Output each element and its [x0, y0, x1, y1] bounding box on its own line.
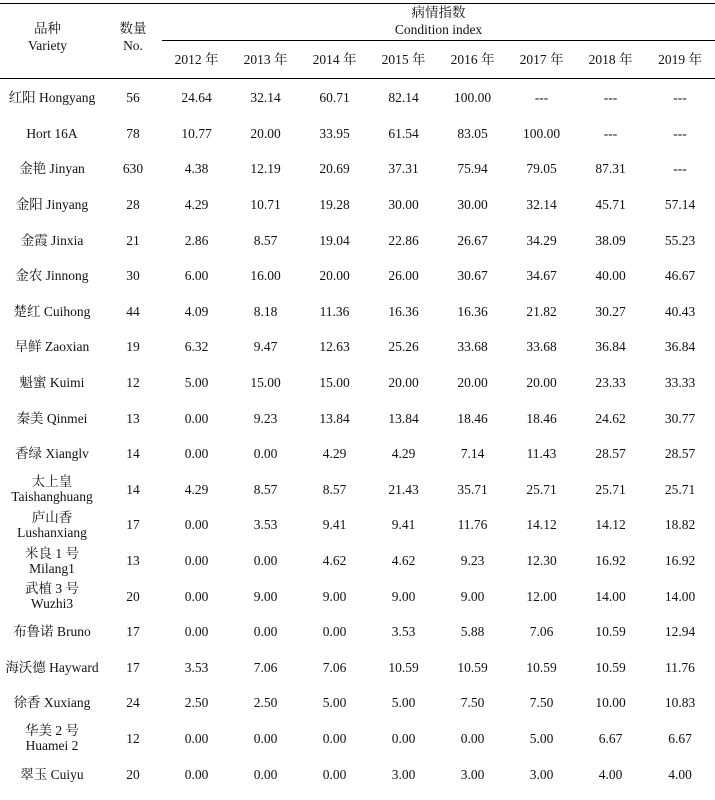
index-value-cell: 30.77: [664, 410, 696, 426]
variety-cell: [0, 507, 104, 543]
index-value-cell: 6.67: [598, 730, 623, 746]
index-value-cell: 26.00: [388, 268, 419, 284]
index-value-cell: 12.30: [526, 553, 557, 569]
table-row: [0, 187, 715, 223]
count-cell: 17: [126, 624, 140, 640]
header-bottom-rule: [0, 78, 715, 79]
variety-name-en: Wuzhi3: [30, 596, 74, 612]
table-row: [0, 329, 715, 365]
header-index-en: Condition index: [394, 22, 483, 37]
header-index-cn: 病情指数: [411, 5, 466, 20]
count-cell: 17: [126, 517, 140, 533]
index-value-cell: 0.00: [322, 766, 347, 782]
index-value-cell: 19.04: [319, 232, 350, 248]
index-value-cell: 34.67: [526, 268, 557, 284]
index-value-cell: 8.57: [322, 481, 347, 497]
count-cell: 28: [126, 197, 140, 213]
index-value-cell: 9.00: [253, 588, 278, 604]
header-year-2019: 2019 年: [658, 52, 702, 67]
index-value-cell: 18.46: [526, 410, 557, 426]
variety-cell: 金霞 Jinxia: [20, 232, 84, 248]
index-value-cell: 82.14: [388, 90, 419, 106]
index-value-cell: 30.27: [595, 303, 626, 319]
index-value-cell: 4.38: [184, 161, 209, 177]
header-variety: [0, 20, 95, 54]
index-value-cell: 35.71: [457, 481, 488, 497]
index-value-cell: 2.50: [253, 695, 278, 711]
index-value-cell: 5.88: [460, 624, 485, 640]
variety-cell: [0, 721, 104, 757]
index-value-cell: 34.29: [526, 232, 557, 248]
index-value-cell: 0.00: [253, 553, 278, 569]
header-variety-cn: 品种: [34, 21, 61, 36]
variety-cell: [0, 543, 104, 579]
header-condition-index: [162, 4, 715, 38]
count-cell: 13: [126, 410, 140, 426]
index-value-cell: 38.09: [595, 232, 626, 248]
index-value-cell: ---: [603, 90, 618, 106]
table-row: [0, 756, 715, 792]
table-row: [0, 151, 715, 187]
index-value-cell: 0.00: [184, 730, 209, 746]
count-cell: 17: [126, 659, 140, 675]
index-value-cell: 16.36: [457, 303, 488, 319]
index-value-cell: 6.67: [668, 730, 692, 746]
index-value-cell: 12.19: [250, 161, 281, 177]
index-value-cell: 33.33: [664, 375, 696, 391]
index-value-cell: 4.29: [391, 446, 416, 462]
variety-name-cn: 米良 1 号: [25, 545, 79, 561]
count-cell: 19: [126, 339, 140, 355]
index-value-cell: 10.59: [526, 659, 557, 675]
count-cell: 78: [126, 125, 140, 141]
count-cell: 24: [126, 695, 140, 711]
index-value-cell: 19.28: [319, 197, 350, 213]
table-row: [0, 578, 715, 614]
index-value-cell: 21.82: [526, 303, 557, 319]
index-value-cell: 18.82: [664, 517, 696, 533]
index-value-cell: 8.57: [253, 481, 278, 497]
index-value-cell: 9.23: [460, 553, 485, 569]
index-value-cell: 3.53: [391, 624, 416, 640]
index-value-cell: 9.47: [253, 339, 278, 355]
index-value-cell: 25.71: [595, 481, 626, 497]
header-variety-en: Variety: [28, 38, 67, 53]
index-value-cell: 15.00: [250, 375, 281, 391]
index-value-cell: 32.14: [250, 90, 281, 106]
index-value-cell: 23.33: [595, 375, 626, 391]
table-body: [0, 80, 715, 792]
index-value-cell: 0.00: [322, 624, 347, 640]
variety-name-en: Milang1: [29, 560, 75, 576]
index-value-cell: 7.06: [253, 659, 278, 675]
index-value-cell: 4.29: [184, 197, 209, 213]
table-row: [0, 365, 715, 401]
data-table: [0, 80, 715, 792]
table-row: [0, 80, 715, 116]
index-value-cell: 10.83: [664, 695, 696, 711]
index-value-cell: 28.57: [664, 446, 696, 462]
header-subrule: [162, 40, 715, 41]
table-row: [0, 258, 715, 294]
index-value-cell: 0.00: [253, 730, 278, 746]
index-value-cell: 7.06: [529, 624, 554, 640]
index-value-cell: ---: [673, 125, 687, 141]
variety-cell: 徐香 Xuxiang: [13, 695, 91, 711]
count-cell: 14: [126, 481, 140, 497]
index-value-cell: 0.00: [460, 730, 485, 746]
index-value-cell: 30.00: [388, 197, 419, 213]
index-value-cell: 5.00: [529, 730, 554, 746]
index-value-cell: 79.05: [526, 161, 557, 177]
index-value-cell: 0.00: [391, 730, 416, 746]
header-year-2015: 2015 年: [381, 52, 426, 67]
variety-name-cn: 庐山香: [31, 509, 73, 525]
table-row: [0, 685, 715, 721]
index-value-cell: 14.00: [595, 588, 626, 604]
index-value-cell: 10.59: [388, 659, 419, 675]
index-value-cell: 60.71: [319, 90, 350, 106]
index-value-cell: 12.94: [664, 624, 696, 640]
variety-name-cn: 武植 3 号: [25, 581, 79, 597]
index-value-cell: 0.00: [253, 624, 278, 640]
table-row: [0, 436, 715, 472]
index-value-cell: 8.18: [253, 303, 278, 319]
count-cell: 14: [126, 446, 140, 462]
index-value-cell: 5.00: [391, 695, 416, 711]
index-value-cell: 3.00: [391, 766, 416, 782]
index-value-cell: 20.00: [388, 375, 419, 391]
table-row: [0, 507, 715, 543]
index-value-cell: 33.95: [319, 125, 350, 141]
index-value-cell: 24.62: [595, 410, 626, 426]
index-value-cell: 10.59: [595, 624, 626, 640]
index-value-cell: 7.50: [529, 695, 554, 711]
index-value-cell: 11.36: [319, 303, 350, 319]
index-value-cell: 2.50: [184, 695, 209, 711]
variety-cell: [0, 578, 104, 614]
table-row: [0, 222, 715, 258]
index-value-cell: 4.62: [322, 553, 347, 569]
count-cell: 20: [126, 588, 140, 604]
table-row: [0, 472, 715, 508]
index-value-cell: 14.12: [595, 517, 626, 533]
index-value-cell: 9.00: [391, 588, 416, 604]
index-value-cell: 3.00: [460, 766, 485, 782]
count-cell: 30: [126, 268, 140, 284]
index-value-cell: 33.68: [457, 339, 488, 355]
index-value-cell: ---: [673, 161, 687, 177]
count-cell: 56: [126, 90, 140, 106]
index-value-cell: 9.23: [253, 410, 278, 426]
index-value-cell: 2.86: [184, 232, 209, 248]
index-value-cell: 8.57: [253, 232, 278, 248]
index-value-cell: 21.43: [388, 481, 419, 497]
index-value-cell: 0.00: [184, 410, 209, 426]
table-row: [0, 116, 715, 152]
index-value-cell: 13.84: [388, 410, 419, 426]
index-value-cell: 16.92: [595, 553, 626, 569]
variety-cell: 魁蜜 Kuimi: [19, 375, 85, 391]
index-value-cell: 11.43: [526, 446, 557, 462]
variety-cell: 楚红 Cuihong: [13, 303, 91, 319]
variety-cell: 金农 Jinnong: [15, 268, 89, 284]
index-value-cell: 13.84: [319, 410, 350, 426]
index-value-cell: 4.09: [184, 303, 209, 319]
index-value-cell: 4.29: [184, 481, 209, 497]
index-value-cell: ---: [534, 90, 549, 106]
index-value-cell: 9.41: [322, 517, 347, 533]
index-value-cell: 9.00: [460, 588, 485, 604]
index-value-cell: 6.00: [184, 268, 209, 284]
index-value-cell: 25.71: [664, 481, 696, 497]
index-value-cell: 12.63: [319, 339, 350, 355]
table-row: [0, 294, 715, 330]
index-value-cell: 0.00: [184, 446, 209, 462]
index-value-cell: 15.00: [319, 375, 350, 391]
index-value-cell: 36.84: [595, 339, 626, 355]
table-row: [0, 400, 715, 436]
index-value-cell: 37.31: [388, 161, 419, 177]
index-value-cell: ---: [673, 90, 687, 106]
variety-cell: 海沃德 Hayward: [5, 659, 99, 675]
index-value-cell: 32.14: [526, 197, 557, 213]
header-year-2016: 2016 年: [450, 52, 495, 67]
index-value-cell: 0.00: [253, 446, 278, 462]
variety-name-en: Lushanxiang: [17, 524, 87, 540]
index-value-cell: 20.00: [319, 268, 350, 284]
count-cell: 13: [126, 553, 140, 569]
index-value-cell: ---: [603, 125, 618, 141]
variety-name-en: Taishanghuang: [11, 489, 93, 505]
index-value-cell: 40.00: [595, 268, 626, 284]
index-value-cell: 6.32: [184, 339, 209, 355]
index-value-cell: 0.00: [184, 766, 209, 782]
variety-cell: 香绿 Xianglv: [15, 446, 89, 462]
index-value-cell: 5.00: [322, 695, 347, 711]
variety-cell: [0, 472, 104, 508]
index-value-cell: 40.43: [664, 303, 696, 319]
index-value-cell: 7.14: [460, 446, 485, 462]
index-value-cell: 25.71: [526, 481, 557, 497]
index-value-cell: 0.00: [184, 553, 209, 569]
index-value-cell: 12.00: [526, 588, 557, 604]
index-value-cell: 11.76: [457, 517, 488, 533]
header-count: [104, 20, 162, 54]
index-value-cell: 30.00: [457, 197, 488, 213]
index-value-cell: 75.94: [457, 161, 488, 177]
variety-cell: 金艳 Jinyan: [19, 161, 85, 177]
index-value-cell: 10.59: [457, 659, 488, 675]
count-cell: 630: [122, 161, 144, 177]
index-value-cell: 9.00: [322, 588, 347, 604]
index-value-cell: 20.69: [319, 161, 350, 177]
variety-cell: 红阳 Hongyang: [8, 90, 96, 106]
count-cell: 20: [126, 766, 140, 782]
index-value-cell: 3.00: [529, 766, 554, 782]
index-value-cell: 14.12: [526, 517, 557, 533]
variety-cell: 翠玉 Cuiyu: [20, 766, 84, 782]
index-value-cell: 46.67: [664, 268, 696, 284]
index-value-cell: 87.31: [595, 161, 626, 177]
variety-name-cn: 太上皇: [31, 474, 73, 490]
index-value-cell: 36.84: [664, 339, 696, 355]
table-row: [0, 543, 715, 579]
header-count-cn: 数量: [119, 21, 147, 36]
header-year-2012: 2012 年: [174, 52, 219, 67]
header-count-en: No.: [123, 38, 143, 53]
count-cell: 12: [126, 375, 140, 391]
index-value-cell: 9.41: [391, 517, 416, 533]
index-value-cell: 7.50: [460, 695, 485, 711]
index-value-cell: 4.00: [598, 766, 623, 782]
index-value-cell: 18.46: [457, 410, 488, 426]
index-value-cell: 14.00: [664, 588, 696, 604]
index-value-cell: 16.92: [664, 553, 696, 569]
index-value-cell: 16.36: [388, 303, 419, 319]
index-value-cell: 100.00: [453, 90, 492, 106]
index-value-cell: 10.71: [250, 197, 281, 213]
index-value-cell: 0.00: [184, 588, 209, 604]
count-cell: 12: [126, 730, 140, 746]
index-value-cell: 0.00: [322, 730, 347, 746]
index-value-cell: 22.86: [388, 232, 419, 248]
header-year-2013: 2013 年: [243, 52, 288, 67]
table-row: [0, 614, 715, 650]
index-value-cell: 26.67: [457, 232, 488, 248]
index-value-cell: 10.59: [595, 659, 626, 675]
index-value-cell: 57.14: [664, 197, 696, 213]
index-value-cell: 28.57: [595, 446, 626, 462]
index-value-cell: 55.23: [664, 232, 696, 248]
index-value-cell: 4.00: [668, 766, 692, 782]
index-value-cell: 10.00: [595, 695, 626, 711]
variety-cell: 金阳 Jinyang: [15, 197, 89, 213]
index-value-cell: 16.00: [250, 268, 281, 284]
index-value-cell: 4.29: [322, 446, 347, 462]
index-value-cell: 4.62: [391, 553, 416, 569]
header-year-2014: 2014 年: [312, 52, 357, 67]
count-cell: 44: [126, 303, 140, 319]
header-year-2018: 2018 年: [588, 52, 633, 67]
index-value-cell: 0.00: [184, 517, 209, 533]
index-value-cell: 25.26: [388, 339, 419, 355]
index-value-cell: 5.00: [184, 375, 209, 391]
variety-cell: 秦美 Qinmei: [16, 410, 88, 426]
index-value-cell: 20.00: [526, 375, 557, 391]
index-value-cell: 61.54: [388, 125, 419, 141]
index-value-cell: 83.05: [457, 125, 488, 141]
index-value-cell: 20.00: [250, 125, 281, 141]
variety-cell: 早鲜 Zaoxian: [14, 339, 90, 355]
variety-name-en: Huamei 2: [25, 738, 79, 754]
index-value-cell: 30.67: [457, 268, 488, 284]
count-cell: 21: [126, 232, 140, 248]
index-value-cell: 10.77: [181, 125, 212, 141]
index-value-cell: 45.71: [595, 197, 626, 213]
index-value-cell: 100.00: [522, 125, 561, 141]
index-value-cell: 7.06: [322, 659, 347, 675]
index-value-cell: 3.53: [253, 517, 278, 533]
table-row: [0, 721, 715, 757]
index-value-cell: 0.00: [184, 624, 209, 640]
header-year-2017: 2017 年: [519, 52, 564, 67]
variety-name-cn: 华美 2 号: [25, 723, 79, 739]
index-value-cell: 11.76: [665, 659, 695, 675]
variety-cell: Hort 16A: [26, 125, 78, 141]
table-row: [0, 650, 715, 686]
index-value-cell: 20.00: [457, 375, 488, 391]
index-value-cell: 0.00: [253, 766, 278, 782]
index-value-cell: 33.68: [526, 339, 557, 355]
variety-cell: 布鲁诺 Bruno: [13, 624, 91, 640]
index-value-cell: 24.64: [181, 90, 212, 106]
index-value-cell: 3.53: [184, 659, 209, 675]
